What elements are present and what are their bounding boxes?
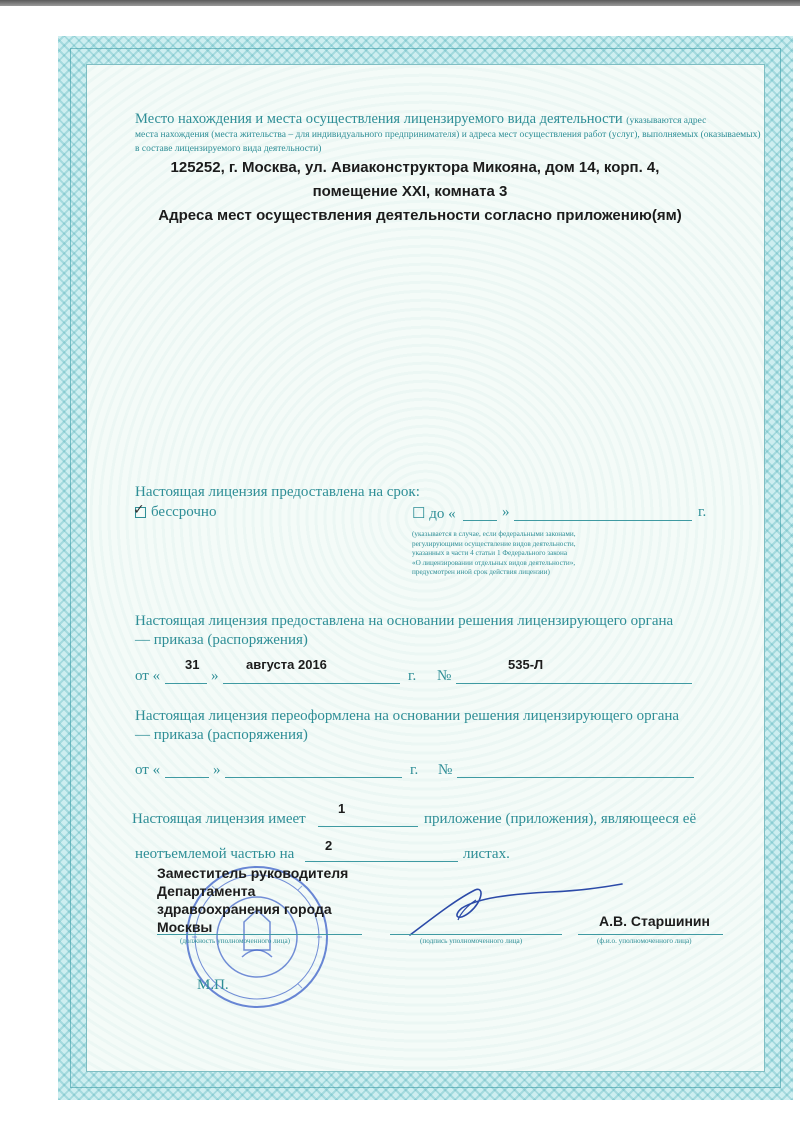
option-unlimited-label: бессрочно	[151, 504, 217, 520]
basis-day-line	[165, 683, 207, 684]
reissue-quote-close: »	[213, 762, 221, 778]
appendices-count-line	[318, 826, 418, 827]
reissue-heading-line-1: Настоящая лицензия переоформлена на основании решения лицензирующего органа	[135, 708, 680, 724]
scan-edge	[0, 0, 800, 6]
until-date-line	[514, 520, 692, 521]
reissue-number-label: №	[438, 762, 453, 778]
appendix-addresses-note: Адреса мест осуществления деятельности согласно приложению(ям)	[158, 207, 682, 224]
appendices-line-1-suffix: приложение (приложения), являющееся её	[424, 811, 697, 827]
reissue-from-prefix: от «	[135, 762, 161, 778]
name-caption: (ф.и.о. уполномоченного лица)	[597, 937, 692, 945]
check-mark-icon: ✓	[133, 502, 145, 518]
address-line-1: 125252, г. Москва, ул. Авиаконструктора Микояна, дом 14, корп. 4,	[170, 159, 660, 176]
address-line-2: помещение XXI, комната 3	[312, 183, 508, 200]
seal-label: М.П.	[197, 977, 229, 993]
term-heading: Настоящая лицензия предоставлена на срок:	[135, 484, 420, 500]
basis-year-suffix: г.	[408, 668, 417, 684]
location-note-line-2: места нахождения (места жительства – для индивидуального предпринимателя) и адреса мест осуществления работ (услуг), выполняемых (оказываемых)	[135, 130, 761, 140]
basis-number-line	[456, 683, 692, 684]
reissue-year-suffix: г.	[410, 762, 419, 778]
signatory-name: А.В. Старшинин	[599, 913, 710, 929]
reissue-heading-line-2: — приказа (распоряжения)	[135, 727, 308, 743]
until-quote-close: »	[502, 504, 510, 520]
basis-quote-close: »	[211, 668, 219, 684]
signatory-position: Заместитель руководителя Департамента здравоохранения города Москвы	[157, 865, 349, 935]
basis-heading-line-2: — приказа (распоряжения)	[135, 632, 308, 648]
reissue-date-line	[225, 777, 402, 778]
basis-date-line	[223, 683, 400, 684]
appendices-line-1-prefix: Настоящая лицензия имеет	[132, 811, 306, 827]
until-year-suffix: г.	[698, 504, 707, 520]
appendices-sheets: 2	[325, 838, 333, 853]
reissue-day-line	[165, 777, 209, 778]
option-until-label: ☐ до «	[412, 506, 456, 522]
signature-line	[390, 934, 562, 935]
location-note-line-3: в составе лицензируемого вида деятельности)	[135, 144, 322, 154]
term-note: (указывается в случае, если федеральными законами, регулирующими осуществление видов деятельности, указанных в части 4 статьи 1 Федерального закона «О лицензировании отдельных видов деятельности», предусмотрен иной срок действия лицензии)	[412, 530, 576, 576]
basis-number: 535-Л	[508, 657, 544, 672]
appendices-line-2-suffix: листах.	[463, 846, 510, 862]
name-line	[578, 934, 723, 935]
basis-from-prefix: от «	[135, 668, 161, 684]
basis-heading-line-1: Настоящая лицензия предоставлена на основании решения лицензирующего органа	[135, 613, 674, 629]
appendices-count: 1	[338, 801, 346, 816]
location-heading: Место нахождения и места осуществления лицензируемого вида деятельности (указываются адрес	[135, 111, 707, 127]
until-day-line	[463, 520, 497, 521]
basis-number-label: №	[437, 668, 452, 684]
reissue-number-line	[457, 777, 694, 778]
basis-month-year: августа 2016	[246, 657, 327, 672]
signature-caption: (подпись уполномоченного лица)	[420, 937, 523, 945]
position-caption: (должность уполномоченного лица)	[180, 937, 291, 945]
position-line	[157, 934, 362, 935]
handwritten-signature	[400, 880, 630, 940]
basis-day: 31	[185, 657, 200, 672]
appendices-line-2-prefix: неотъемлемой частью на	[135, 846, 295, 862]
